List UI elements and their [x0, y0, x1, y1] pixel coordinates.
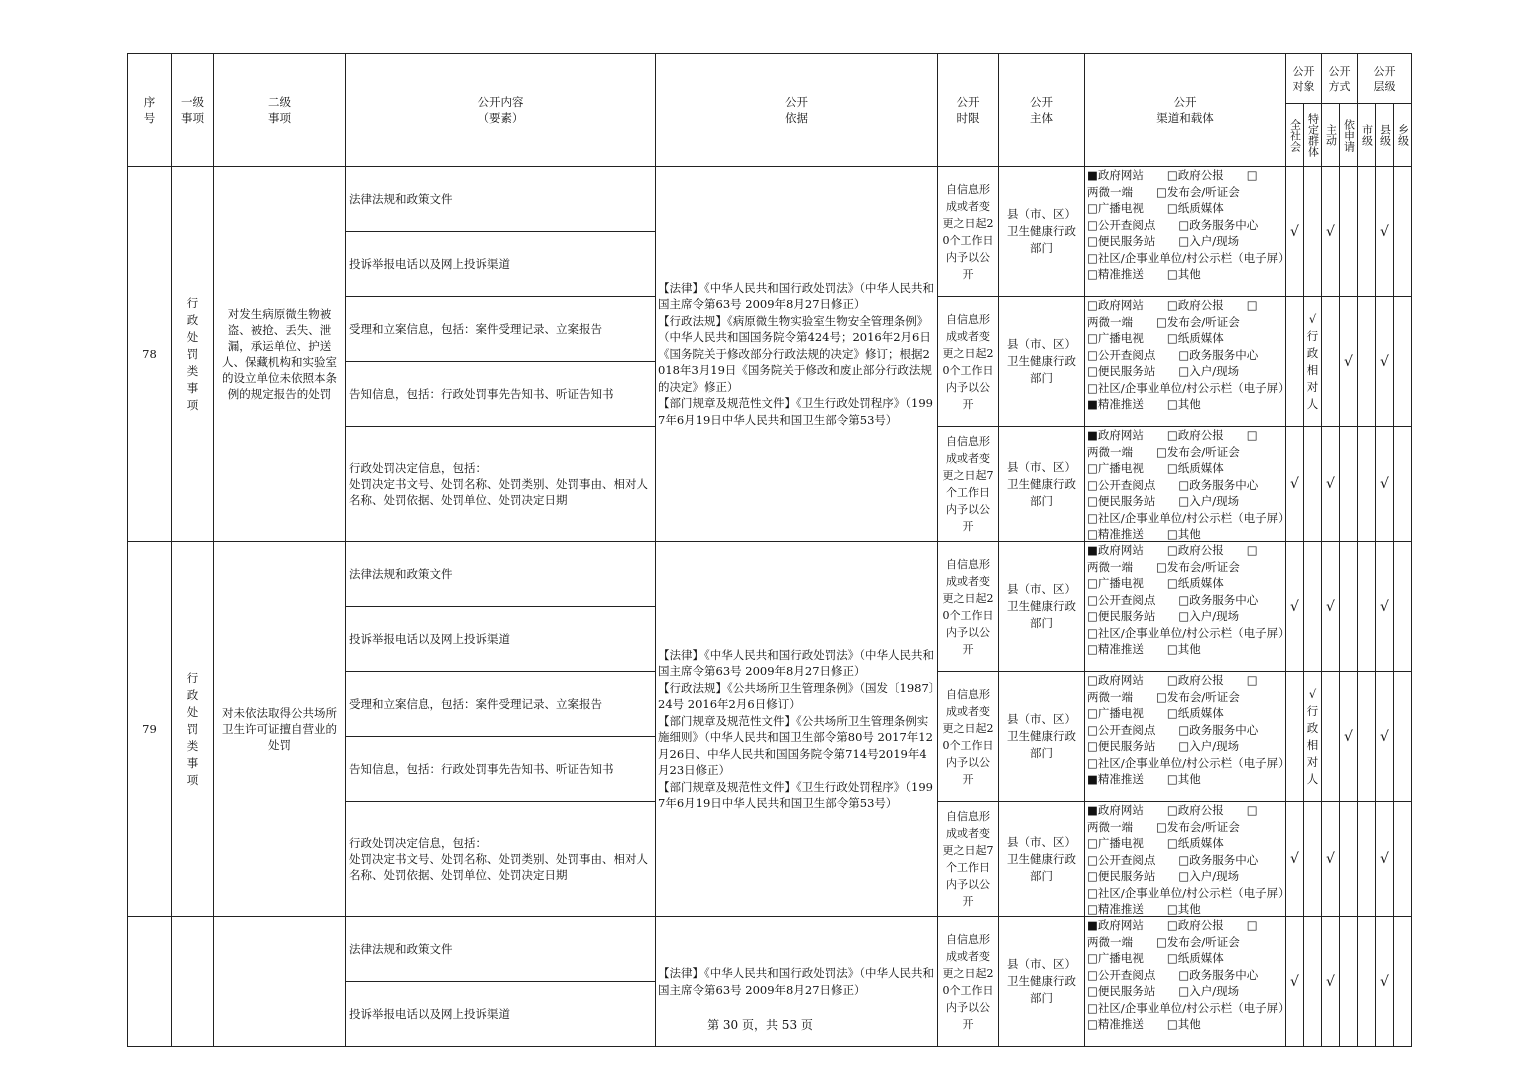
check-l-city [1358, 542, 1376, 672]
header-l-county: 县级 [1376, 104, 1394, 167]
check-m-active [1322, 672, 1340, 802]
content-item: 投诉举报电话以及网上投诉渠道 [346, 607, 656, 672]
content-item: 投诉举报电话以及网上投诉渠道 [346, 232, 656, 297]
page-footer: 第 30 页，共 53 页 [707, 1018, 813, 1032]
check-obj-all [1286, 297, 1304, 427]
channel-line: □政府网站 □政府公报 □ [1087, 298, 1258, 312]
header-m-active: 主动 [1322, 104, 1340, 167]
check-l-town [1394, 672, 1412, 802]
check-m-active: √ [1322, 427, 1340, 542]
channel-line: □广播电视 □纸质媒体 [1087, 951, 1224, 965]
header-seq: 序 号 [128, 54, 172, 167]
header-basis: 公开 依据 [656, 54, 938, 167]
channel-line: □社区/企事业单位/村公示栏（电子屏） [1087, 250, 1290, 265]
row-subject: 县（市、区）卫生健康行政部门 [999, 167, 1085, 297]
check-obj-specific [1304, 802, 1322, 917]
header-l-city: 市级 [1358, 104, 1376, 167]
channel-line: □社区/企事业单位/村公示栏（电子屏） [1087, 755, 1290, 770]
channel-line: ■精准推送 □其他 [1087, 397, 1201, 411]
row-channel [1085, 427, 1290, 542]
check-obj-specific [1304, 542, 1322, 672]
channel-line: □社区/企事业单位/村公示栏（电子屏） [1087, 625, 1290, 640]
channel-line: □公开查阅点 □政务服务中心 [1087, 722, 1259, 737]
header-obj-specific: 特定群体 [1304, 104, 1322, 167]
check-m-active: √ [1322, 542, 1340, 672]
channel-line: 两微一端 □发布会/听证会 [1087, 444, 1240, 459]
check-obj-all: √ [1286, 802, 1304, 917]
check-m-apply [1340, 427, 1358, 542]
content-item: 投诉举报电话以及网上投诉渠道 [346, 982, 656, 1047]
content-item: 受理和立案信息，包括：案件受理记录、立案报告 [346, 672, 656, 737]
row-timelimit: 自信息形成或者变更之日起7个工作日内予以公开 [938, 802, 999, 917]
row-level1: 行 政 处 罚 类 事 项 [172, 542, 214, 917]
channel-line: □公开查阅点 □政务服务中心 [1087, 967, 1259, 982]
check-l-county: √ [1376, 167, 1394, 297]
check-m-apply: √ [1340, 297, 1358, 427]
header-obj-all: 全社会 [1286, 104, 1304, 167]
header-level2: 二级 事项 [214, 54, 346, 167]
check-l-city [1358, 802, 1376, 917]
row-subject: 县（市、区）卫生健康行政部门 [999, 542, 1085, 672]
channel-line: 两微一端 □发布会/听证会 [1087, 689, 1240, 704]
row-subject: 县（市、区）卫生健康行政部门 [999, 297, 1085, 427]
check-l-town [1394, 802, 1412, 917]
row-level1: 行 政 处 罚 类 事 项 [172, 167, 214, 542]
content-item: 法律法规和政策文件 [346, 167, 656, 232]
check-m-apply: √ [1340, 672, 1358, 802]
channel-line: □精准推送 □其他 [1087, 902, 1201, 916]
check-obj-specific: √ 行 政 相 对 人 [1304, 297, 1322, 427]
check-obj-specific: √ 行 政 相 对 人 [1304, 672, 1322, 802]
row-subject: 县（市、区）卫生健康行政部门 [999, 427, 1085, 542]
channel-line: ■精准推送 □其他 [1087, 772, 1201, 786]
channel-line: 两微一端 □发布会/听证会 [1087, 314, 1240, 329]
row-subject: 县（市、区）卫生健康行政部门 [999, 672, 1085, 802]
header-object: 公开 对象 [1286, 54, 1322, 104]
check-obj-all [1286, 672, 1304, 802]
row-timelimit: 自信息形成或者变更之日起20个工作日内予以公开 [938, 672, 999, 802]
channel-line: □便民服务站 □入户/现场 [1087, 494, 1240, 508]
row-level2: 对发生病原微生物被盗、被抢、丢失、泄漏，承运单位、护送人、保藏机构和实验室的设立单位未依照本条例的规定报告的处罚 [214, 167, 346, 542]
disclosure-table [127, 53, 1412, 1047]
row-basis: 【法律】《中华人民共和国行政处罚法》（中华人民共和国主席令第63号 2009年8月27日修正） 【行政法规】《病原微生物实验室生物安全管理条例》（中华人民共和国国务院令第424号；2016年2月6日《国务院关于修改部分行政法规的决定》修订；根据2018年3月19日《国务院关于修改和废止部分行政法规的决定》修正） 【部门规章及规范性文件】《卫生行政处罚程序》（1997年6月19日中华人民共和国卫生部令第53号） [656, 167, 938, 542]
channel-line: □公开查阅点 □政务服务中心 [1087, 852, 1259, 867]
channel-line: □便民服务站 □入户/现场 [1087, 984, 1240, 998]
header-content: 公开内容 （要素） [346, 54, 656, 167]
check-l-town [1394, 542, 1412, 672]
check-l-county: √ [1376, 427, 1394, 542]
header-subject: 公开 主体 [999, 54, 1085, 167]
row-seq: 79 [128, 542, 172, 917]
check-l-county: √ [1376, 802, 1394, 917]
row-channel [1085, 297, 1290, 427]
content-item: 告知信息，包括：行政处罚事先告知书、听证告知书 [346, 362, 656, 427]
row-basis: 【法律】《中华人民共和国行政处罚法》（中华人民共和国主席令第63号 2009年8月27日修正） 【行政法规】《公共场所卫生管理条例》（国发〔1987〕24号 2016年2月6日修订） 【部门规章及规范性文件】《公共场所卫生管理条例实施细则》（中华人民共和国卫生部令第80号 2017年12月26日、中华人民共和国国务院令第714号2019年4月23日修正） 【部门规章及规范性文件】《卫生行政处罚程序》（1997年6月19日中华人民共和国卫生部令第53号） [656, 542, 938, 917]
check-l-city [1358, 297, 1376, 427]
channel-line: 两微一端 □发布会/听证会 [1087, 184, 1240, 199]
check-l-county: √ [1376, 672, 1394, 802]
channel-line: 两微一端 □发布会/听证会 [1087, 819, 1240, 834]
row-timelimit: 自信息形成或者变更之日起20个工作日内予以公开 [938, 297, 999, 427]
check-l-county: √ [1376, 542, 1394, 672]
row-subject: 县（市、区）卫生健康行政部门 [999, 917, 1085, 1047]
check-m-active: √ [1322, 917, 1340, 1047]
header-level1: 一级 事项 [172, 54, 214, 167]
table-row [128, 917, 1412, 982]
row-subject: 县（市、区）卫生健康行政部门 [999, 802, 1085, 917]
check-l-county: √ [1376, 917, 1394, 1047]
channel-line: □精准推送 □其他 [1087, 1017, 1201, 1031]
channel-line: □社区/企事业单位/村公示栏（电子屏） [1087, 510, 1290, 525]
header-l-town: 乡级 [1394, 104, 1412, 167]
row-basis: 【法律】《中华人民共和国行政处罚法》（中华人民共和国主席令第63号 2009年8月27日修正） [656, 917, 938, 1047]
check-m-active [1322, 297, 1340, 427]
channel-line: ■政府网站 □政府公报 □ [1087, 428, 1258, 442]
channel-line: ■政府网站 □政府公报 □ [1087, 918, 1258, 932]
check-obj-all: √ [1286, 542, 1304, 672]
channel-line: □公开查阅点 □政务服务中心 [1087, 347, 1259, 362]
channel-line: □公开查阅点 □政务服务中心 [1087, 217, 1259, 232]
table-row [128, 167, 1412, 232]
content-item: 法律法规和政策文件 [346, 542, 656, 607]
channel-line: □社区/企事业单位/村公示栏（电子屏） [1087, 380, 1290, 395]
check-obj-all: √ [1286, 427, 1304, 542]
row-timelimit: 自信息形成或者变更之日起7个工作日内予以公开 [938, 427, 999, 542]
row-channel [1085, 672, 1290, 802]
check-obj-all: √ [1286, 917, 1304, 1047]
row-timelimit: 自信息形成或者变更之日起20个工作日内予以公开 [938, 917, 999, 1047]
row-channel [1085, 802, 1290, 917]
channel-line: □便民服务站 □入户/现场 [1087, 609, 1240, 623]
channel-line: □便民服务站 □入户/现场 [1087, 739, 1240, 753]
channel-line: □广播电视 □纸质媒体 [1087, 201, 1224, 215]
channel-line: □广播电视 □纸质媒体 [1087, 706, 1224, 720]
row-seq: 78 [128, 167, 172, 542]
check-m-apply [1340, 542, 1358, 672]
header-m-apply: 依申请 [1340, 104, 1358, 167]
check-l-town [1394, 427, 1412, 542]
check-l-city [1358, 672, 1376, 802]
channel-line: □社区/企事业单位/村公示栏（电子屏） [1087, 885, 1290, 900]
row-channel [1085, 167, 1290, 297]
check-obj-all: √ [1286, 167, 1304, 297]
check-m-active: √ [1322, 167, 1340, 297]
row-timelimit: 自信息形成或者变更之日起20个工作日内予以公开 [938, 542, 999, 672]
check-l-town [1394, 297, 1412, 427]
content-item: 受理和立案信息，包括：案件受理记录、立案报告 [346, 297, 656, 362]
channel-line: □便民服务站 □入户/现场 [1087, 364, 1240, 378]
row-level2: 对未依法取得公共场所卫生许可证擅自营业的处罚 [214, 542, 346, 917]
header-level: 公开 层级 [1358, 54, 1412, 104]
channel-line: □广播电视 □纸质媒体 [1087, 461, 1224, 475]
content-item: 行政处罚决定信息，包括： 处罚决定书文号、处罚名称、处罚类别、处罚事由、相对人名称、处罚依据、处罚单位、处罚决定日期 [346, 802, 656, 917]
channel-line: □便民服务站 □入户/现场 [1087, 234, 1240, 248]
check-obj-specific [1304, 167, 1322, 297]
content-item: 行政处罚决定信息，包括： 处罚决定书文号、处罚名称、处罚类别、处罚事由、相对人名称、处罚依据、处罚单位、处罚决定日期 [346, 427, 656, 542]
header-channel: 公开 渠道和载体 [1085, 54, 1286, 167]
channel-line: □公开查阅点 □政务服务中心 [1087, 592, 1259, 607]
table-body [128, 167, 1412, 1047]
check-m-apply [1340, 802, 1358, 917]
row-channel [1085, 542, 1290, 672]
channel-line: □精准推送 □其他 [1087, 527, 1201, 541]
channel-line: 两微一端 □发布会/听证会 [1087, 559, 1240, 574]
check-obj-specific [1304, 427, 1322, 542]
row-timelimit: 自信息形成或者变更之日起20个工作日内予以公开 [938, 167, 999, 297]
channel-line: □公开查阅点 □政务服务中心 [1087, 477, 1259, 492]
content-item: 法律法规和政策文件 [346, 917, 656, 982]
channel-line: 两微一端 □发布会/听证会 [1087, 934, 1240, 949]
check-l-county: √ [1376, 297, 1394, 427]
channel-line: □精准推送 □其他 [1087, 267, 1201, 281]
channel-line: □广播电视 □纸质媒体 [1087, 576, 1224, 590]
channel-line: □社区/企事业单位/村公示栏（电子屏） [1087, 1000, 1290, 1015]
check-l-city [1358, 427, 1376, 542]
check-l-town [1394, 167, 1412, 297]
check-l-city [1358, 167, 1376, 297]
header-method: 公开 方式 [1322, 54, 1358, 104]
channel-line: ■政府网站 □政府公报 □ [1087, 168, 1258, 182]
channel-line: □精准推送 □其他 [1087, 642, 1201, 656]
check-m-apply [1340, 167, 1358, 297]
channel-line: □广播电视 □纸质媒体 [1087, 836, 1224, 850]
channel-line: □政府网站 □政府公报 □ [1087, 673, 1258, 687]
header-timelimit: 公开 时限 [938, 54, 999, 167]
table-row [128, 542, 1412, 607]
channel-line: □便民服务站 □入户/现场 [1087, 869, 1240, 883]
content-item: 告知信息，包括：行政处罚事先告知书、听证告知书 [346, 737, 656, 802]
channel-line: □广播电视 □纸质媒体 [1087, 331, 1224, 345]
channel-line: ■政府网站 □政府公报 □ [1087, 543, 1258, 557]
check-m-active: √ [1322, 802, 1340, 917]
channel-line: ■政府网站 □政府公报 □ [1087, 803, 1258, 817]
